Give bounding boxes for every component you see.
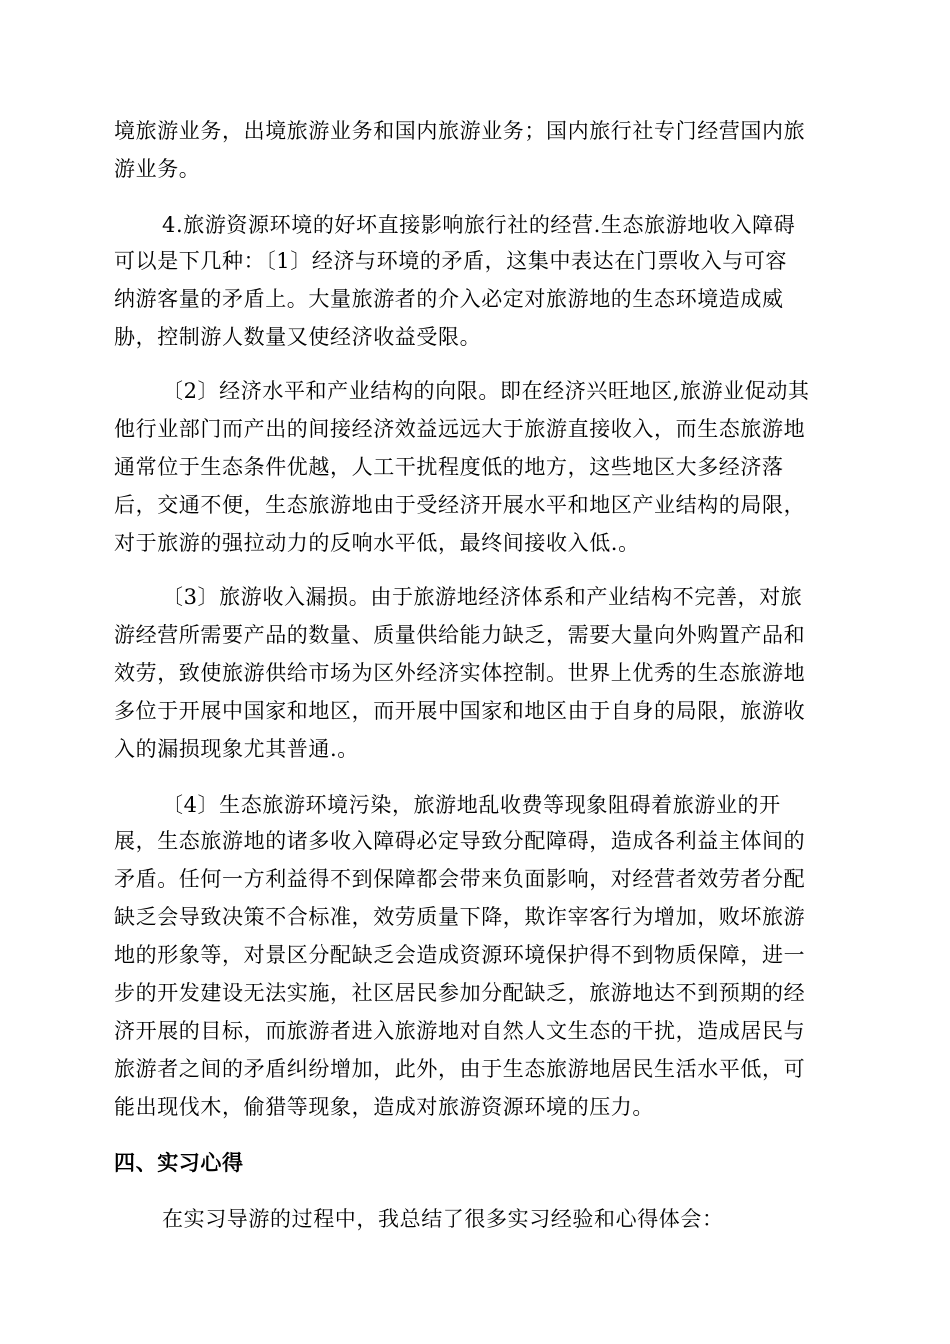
text-line: 展，生态旅游地的诸多收入障碍必定导致分配障碍，造成各利益主体间的 — [114, 829, 806, 853]
text-line: 效劳，致使旅游供给市场为区外经济实体控制。世界上优秀的生态旅游地 — [114, 661, 806, 685]
text-line: 后，交通不便，生态旅游地由于受经济开展水平和地区产业结构的局限， — [114, 493, 806, 517]
text-line: 胁，控制游人数量又使经济收益受限。 — [114, 325, 482, 349]
text-line: 多位于开展中国家和地区，而开展中国家和地区由于自身的局限，旅游收 — [114, 699, 806, 723]
text-line: 缺乏会导致决策不合标准，效劳质量下降，欺诈宰客行为增加，败坏旅游 — [114, 905, 806, 929]
text-line: 纳游客量的矛盾上。大量旅游者的介入必定对旅游地的生态环境造成威 — [114, 287, 784, 311]
text-line: 通常位于生态条件优越，人工干扰程度低的地方，这些地区大多经济落 — [114, 455, 784, 479]
text-line: 步的开发建设无法实施，社区居民参加分配缺乏，旅游地达不到预期的经 — [114, 981, 806, 1005]
text-line: 对于旅游的强拉动力的反响水平低，最终间接收入低.。 — [114, 531, 640, 555]
text-line: 入的漏损现象尤其普通.。 — [114, 737, 359, 761]
text-line: 游业务。 — [114, 157, 201, 181]
text-line: 他行业部门而产出的间接经济效益远远大于旅游直接收入，而生态旅游地 — [114, 417, 806, 441]
text-line: 〔3〕旅游收入漏损。由于旅游地经济体系和产业结构不完善，对旅 — [162, 585, 803, 609]
text-line: 〔4〕生态旅游环境污染，旅游地乱收费等现象阻碍着旅游业的开 — [162, 793, 781, 817]
section-heading: 四、实习心得 — [114, 1151, 244, 1175]
text-line: 地的形象等，对景区分配缺乏会造成资源环境保护得不到物质保障，进一 — [114, 943, 806, 967]
text-line: 在实习导游的过程中，我总结了很多实习经验和心得体会： — [162, 1207, 724, 1231]
text-line: 矛盾。任何一方利益得不到保障都会带来负面影响，对经营者效劳者分配 — [114, 867, 806, 891]
text-line: 能出现伐木，偷猎等现象，造成对旅游资源环境的压力。 — [114, 1095, 654, 1119]
text-line: 〔2〕经济水平和产业结构的向限。即在经济兴旺地区,旅游业促动其 — [162, 379, 810, 403]
text-line: 可以是下几种：〔1〕经济与环境的矛盾，这集中表达在门票收入与可容 — [114, 249, 788, 273]
text-line: 游经营所需要产品的数量、质量供给能力缺乏，需要大量向外购置产品和 — [114, 623, 806, 647]
text-line: 境旅游业务，出境旅游业务和国内旅游业务；国内旅行社专门经营国内旅 — [114, 119, 806, 143]
text-line: 济开展的目标，而旅游者进入旅游地对自然人文生态的干扰，造成居民与 — [114, 1019, 806, 1043]
text-line: 4.旅游资源环境的好坏直接影响旅行社的经营.生态旅游地收入障碍 — [162, 213, 796, 237]
text-line: 旅游者之间的矛盾纠纷增加，此外，由于生态旅游地居民生活水平低，可 — [114, 1057, 806, 1081]
